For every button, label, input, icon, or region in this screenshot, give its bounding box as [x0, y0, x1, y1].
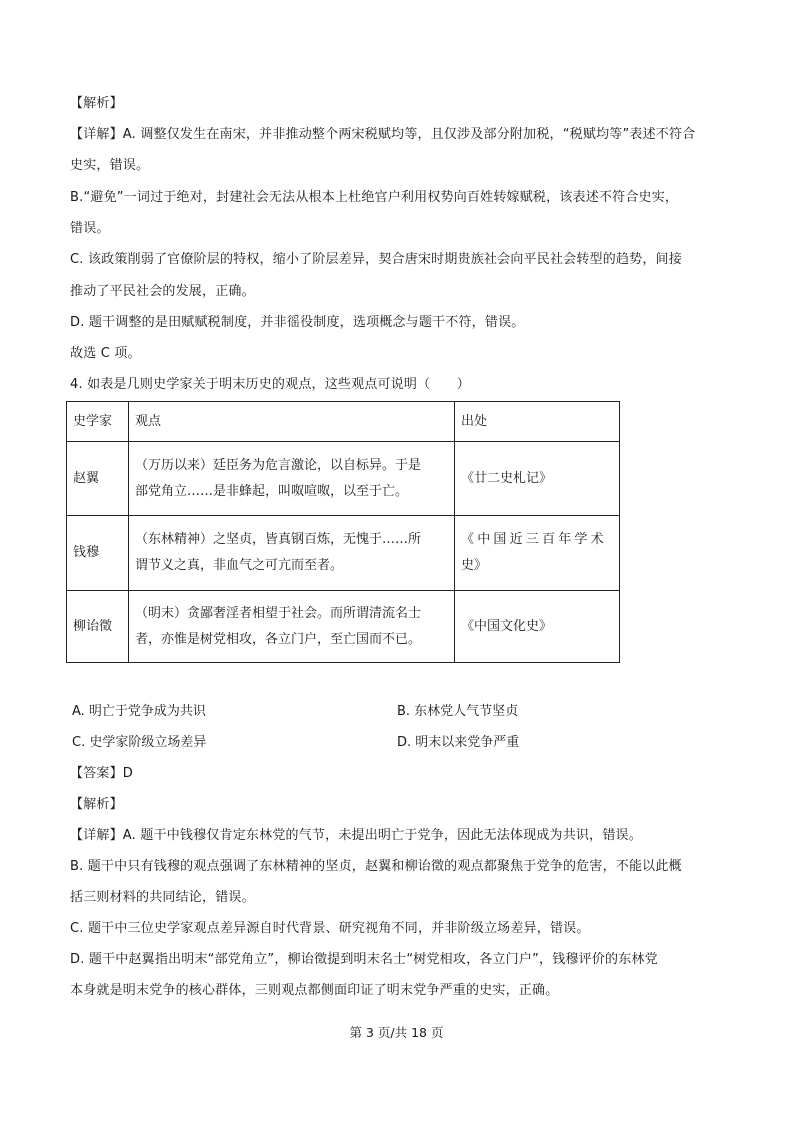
prev-detail-line: 错误。: [70, 221, 110, 236]
view-cell: [129, 516, 455, 591]
q4-detail-line: D. 题干中赵翼指出明末“部党角立”，柳诒徵提到明末名士“树党相攻，各立门户”，钱穆评价的东林党: [70, 952, 658, 967]
option-d: D. 明末以来党争严重: [397, 735, 520, 750]
option-b: B. 东林党人气节坚贞: [397, 704, 519, 719]
prev-conclusion: 故选 C 项。: [70, 346, 141, 361]
source-line: 史》: [461, 558, 488, 573]
view-cell: [129, 442, 455, 516]
prev-detail-line: C. 该政策削弱了官僚阶层的特权，缩小了阶层差异，契合唐宋时期贵族社会向平民社会转型的趋势，间接: [70, 252, 682, 267]
view-line: （东林精神）之坚贞，皆真钢百炼，无愧于……所: [135, 532, 422, 547]
analysis-label: 【解析】: [70, 797, 123, 812]
source-cell: [455, 442, 620, 516]
header-historian: 史学家: [67, 402, 129, 442]
source-line: 《廿二史札记》: [461, 470, 553, 486]
source-cell: [455, 591, 620, 663]
analysis-label: 【解析】: [70, 96, 123, 111]
source-line: 《中国文化史》: [461, 618, 553, 634]
option-c: C. 史学家阶级立场差异: [72, 735, 207, 750]
table-row: [67, 442, 620, 516]
table-header-row: [67, 402, 620, 442]
page-number: 第 3 页/共 18 页: [349, 1025, 444, 1040]
question-stem: 4. 如表是几则史学家关于明末历史的观点，这些观点可说明（ ）: [70, 377, 470, 392]
prev-detail-line: 推动了平民社会的发展，正确。: [70, 284, 255, 299]
historian-views-table: [66, 401, 620, 663]
q4-detail-line: 【详解】A. 题干中钱穆仅肯定东林党的气节，未提出明亡于党争，因此无法体现成为共识，错误。: [70, 828, 642, 843]
prev-detail-line: 史实，错误。: [70, 158, 150, 173]
q4-detail-line: 括三则材料的共同结论，错误。: [70, 890, 255, 905]
q4-detail-line: C. 题干中三位史学家观点差异源自时代背景、研究视角不同，并非阶级立场差异，错误。: [70, 921, 590, 936]
source-cell: [455, 516, 620, 591]
view-line: （明末）贪鄙奢淫者相望于社会。而所谓清流名士: [135, 605, 422, 621]
source-line: 《中国近三百年学术: [461, 532, 607, 547]
view-line: 者，亦惟是树党相攻，各立门户，至亡国而不已。: [135, 631, 422, 647]
header-source: 出处: [455, 402, 620, 442]
header-view: 观点: [129, 402, 455, 442]
view-cell: [129, 591, 455, 663]
table-row: [67, 591, 620, 663]
view-line: 谓节义之真，非血气之可亢而至者。: [135, 558, 344, 573]
answer-label: 【答案】D: [70, 766, 134, 781]
prev-detail-line: B.“避免”一词过于绝对，封建社会无法从根本上杜绝官户利用权势向百姓转嫁赋税，该表述不符合史实，: [70, 190, 679, 205]
historian-name: 钱穆: [67, 516, 129, 591]
historian-name: 柳诒徵: [67, 591, 129, 663]
q4-detail-line: B. 题干中只有钱穆的观点强调了东林精神的坚贞，赵翼和柳诒徵的观点都聚焦于党争的危害，不能以此概: [70, 859, 682, 874]
q4-detail-line: 本身就是明末党争的核心群体，三则观点都侧面印证了明末党争严重的史实，正确。: [70, 983, 559, 998]
view-line: 部党角立……是非蜂起，叫呶喧呶，以至于亡。: [135, 483, 409, 499]
prev-detail-line: 【详解】A. 调整仅发生在南宋，并非推动整个两宋税赋均等，且仅涉及部分附加税，“税赋均等”表述不符合: [70, 127, 696, 142]
option-a: A. 明亡于党争成为共识: [72, 704, 206, 719]
historian-name: 赵翼: [67, 442, 129, 516]
prev-detail-line: D. 题干调整的是田赋赋税制度，并非徭役制度，选项概念与题干不符，错误。: [70, 315, 525, 330]
view-line: （万历以来）廷臣务为危言激论，以自标异。于是: [135, 457, 422, 473]
table-row: [67, 516, 620, 591]
